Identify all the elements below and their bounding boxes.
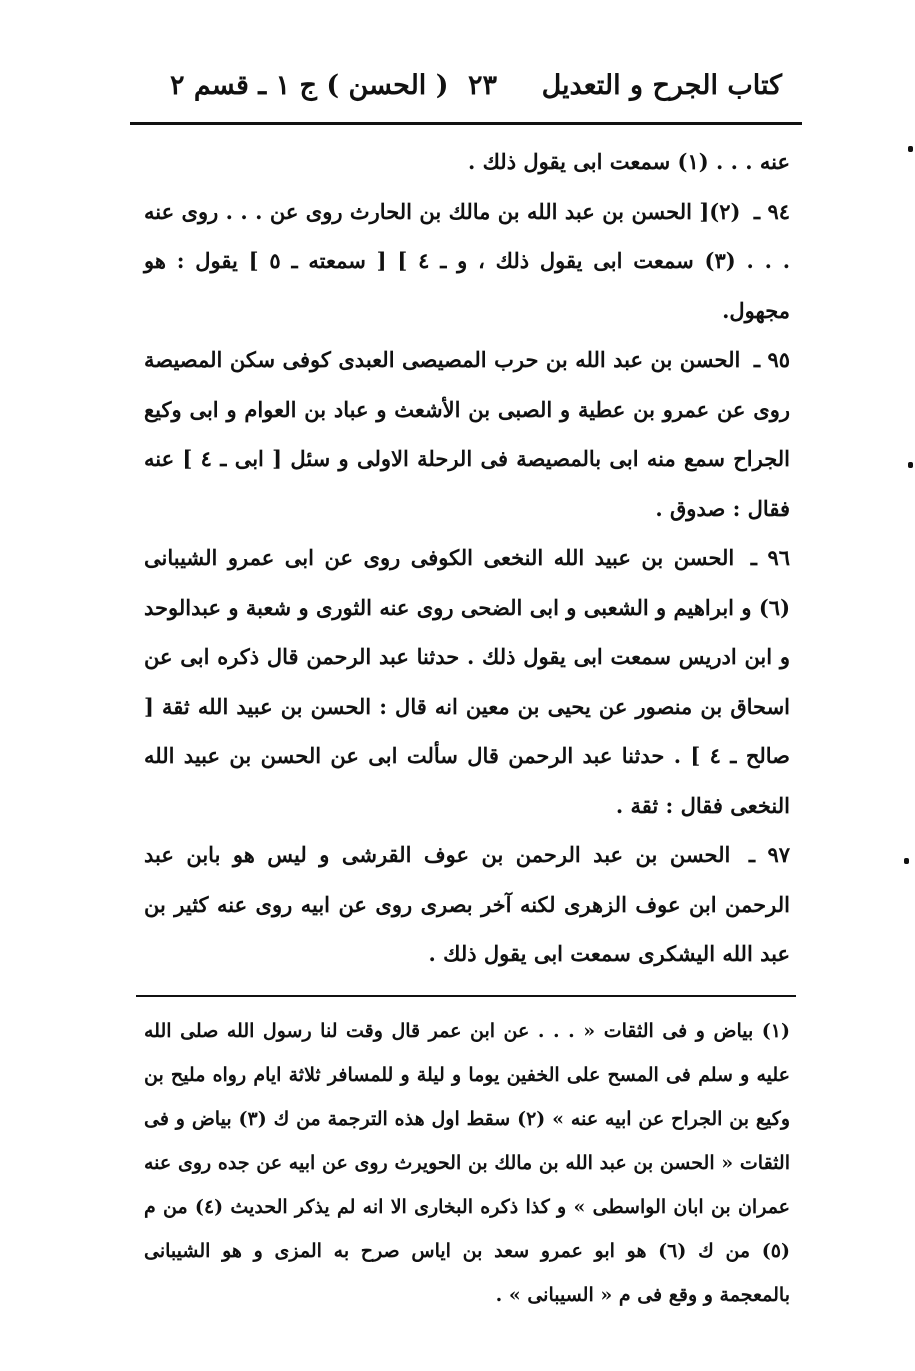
entry-number: ٩٤ ـ xyxy=(753,198,791,224)
book-title: كتاب الجرح و التعديل xyxy=(541,70,782,101)
book-page xyxy=(130,60,802,1317)
scan-edge-mark xyxy=(904,858,909,864)
page-header xyxy=(130,60,802,122)
entry-95 xyxy=(144,335,790,533)
entry-number: ٩٦ ـ xyxy=(750,545,791,570)
continuation-line: عنه . . . (١) سمعت ابى يقول ذلك . xyxy=(467,149,790,174)
entry-text: (٢)[ الحسن بن عبد الله بن مالك بن الحارث روى عن . . . روى عنه . . . (٣) سمعت ابى يقول ذلك ، و ـ ٤ ] [ سمعته ـ ٥ ] يقول : هو مجهول. xyxy=(144,198,791,323)
footnote-rule xyxy=(136,995,796,997)
entry-number: ٩٥ ـ xyxy=(753,347,790,372)
footnotes xyxy=(130,1009,802,1317)
entry-96 xyxy=(144,533,790,830)
entry-94 xyxy=(144,187,790,336)
scan-edge-mark xyxy=(908,462,913,468)
entry-number: ٩٧ ـ xyxy=(748,842,790,867)
page-number: ٢٣ xyxy=(467,70,497,101)
scan-edge-mark xyxy=(908,146,913,152)
main-text xyxy=(130,125,802,979)
entry-text: الحسن بن عبيد الله النخعى الكوفى روى عن ابى عمرو الشيبانى (٦) و ابراهيم و الشعبى و ابى الضحى روى عنه الثورى و شعبة و عبدالوحد و ابن ادريس سمعت ابى يقول ذلك . حدثنا عبد الرحمن قال ذكره ابى عن اسحاق بن منصور عن يحيى بن معين انه قال : الحسن بن عبيد الله ثقة [ صالح ـ ٤ ] . حدثنا عبد الرحمن قال سألت ابى عن الحسن بن عبيد الله النخعى فقال : ثقة . xyxy=(144,545,790,818)
section-label: ( الحسن ) ج ١ ـ قسم ٢ xyxy=(170,70,449,101)
entry-97 xyxy=(144,830,790,979)
entry-text: الحسن بن عبد الله بن حرب المصيصى العبدى كوفى سكن المصيصة روى عن عمرو بن عطية و الصبى بن الأشعث و عباد بن العوام و ابى وكيع الجراح سمع منه ابى بالمصيصة فى الرحلة الاولى و سئل [ ابى ـ ٤ ] عنه فقال : صدوق . xyxy=(144,347,790,521)
entry-text: الحسن بن عبد الرحمن بن عوف القرشى و ليس هو بابن عبد الرحمن ابن عوف الزهرى لكنه آخر بصرى روى عن ابيه روى عنه كثير بن عبد الله اليشكرى سمعت ابى يقول ذلك . xyxy=(144,842,790,966)
footnotes-text: (١) بياض و فى الثقات « . . . عن ابن عمر قال وقت لنا رسول الله صلى الله عليه و سلم فى المسح على الخفين يوما و ليلة و للمسافر ثلاثة ايام رواه مليح بن وكيع بن الجراح عن ابيه عنه » (٢) سقط اول هذه الترجمة من ك (٣) بياض و فى الثقات « الحسن بن عبد الله بن مالك بن الحويرث روى عن ابيه عن جده روى عنه عمران بن ابان الواسطى » و كذا ذكره البخارى الا انه لم يذكر الحديث (٤) من م (٥) من ك (٦) هو ابو عمرو سعد بن اياس صرح به المزى و هو الشيبانى بالمعجمة و وقع فى م « السيبانى » . xyxy=(144,1019,791,1306)
